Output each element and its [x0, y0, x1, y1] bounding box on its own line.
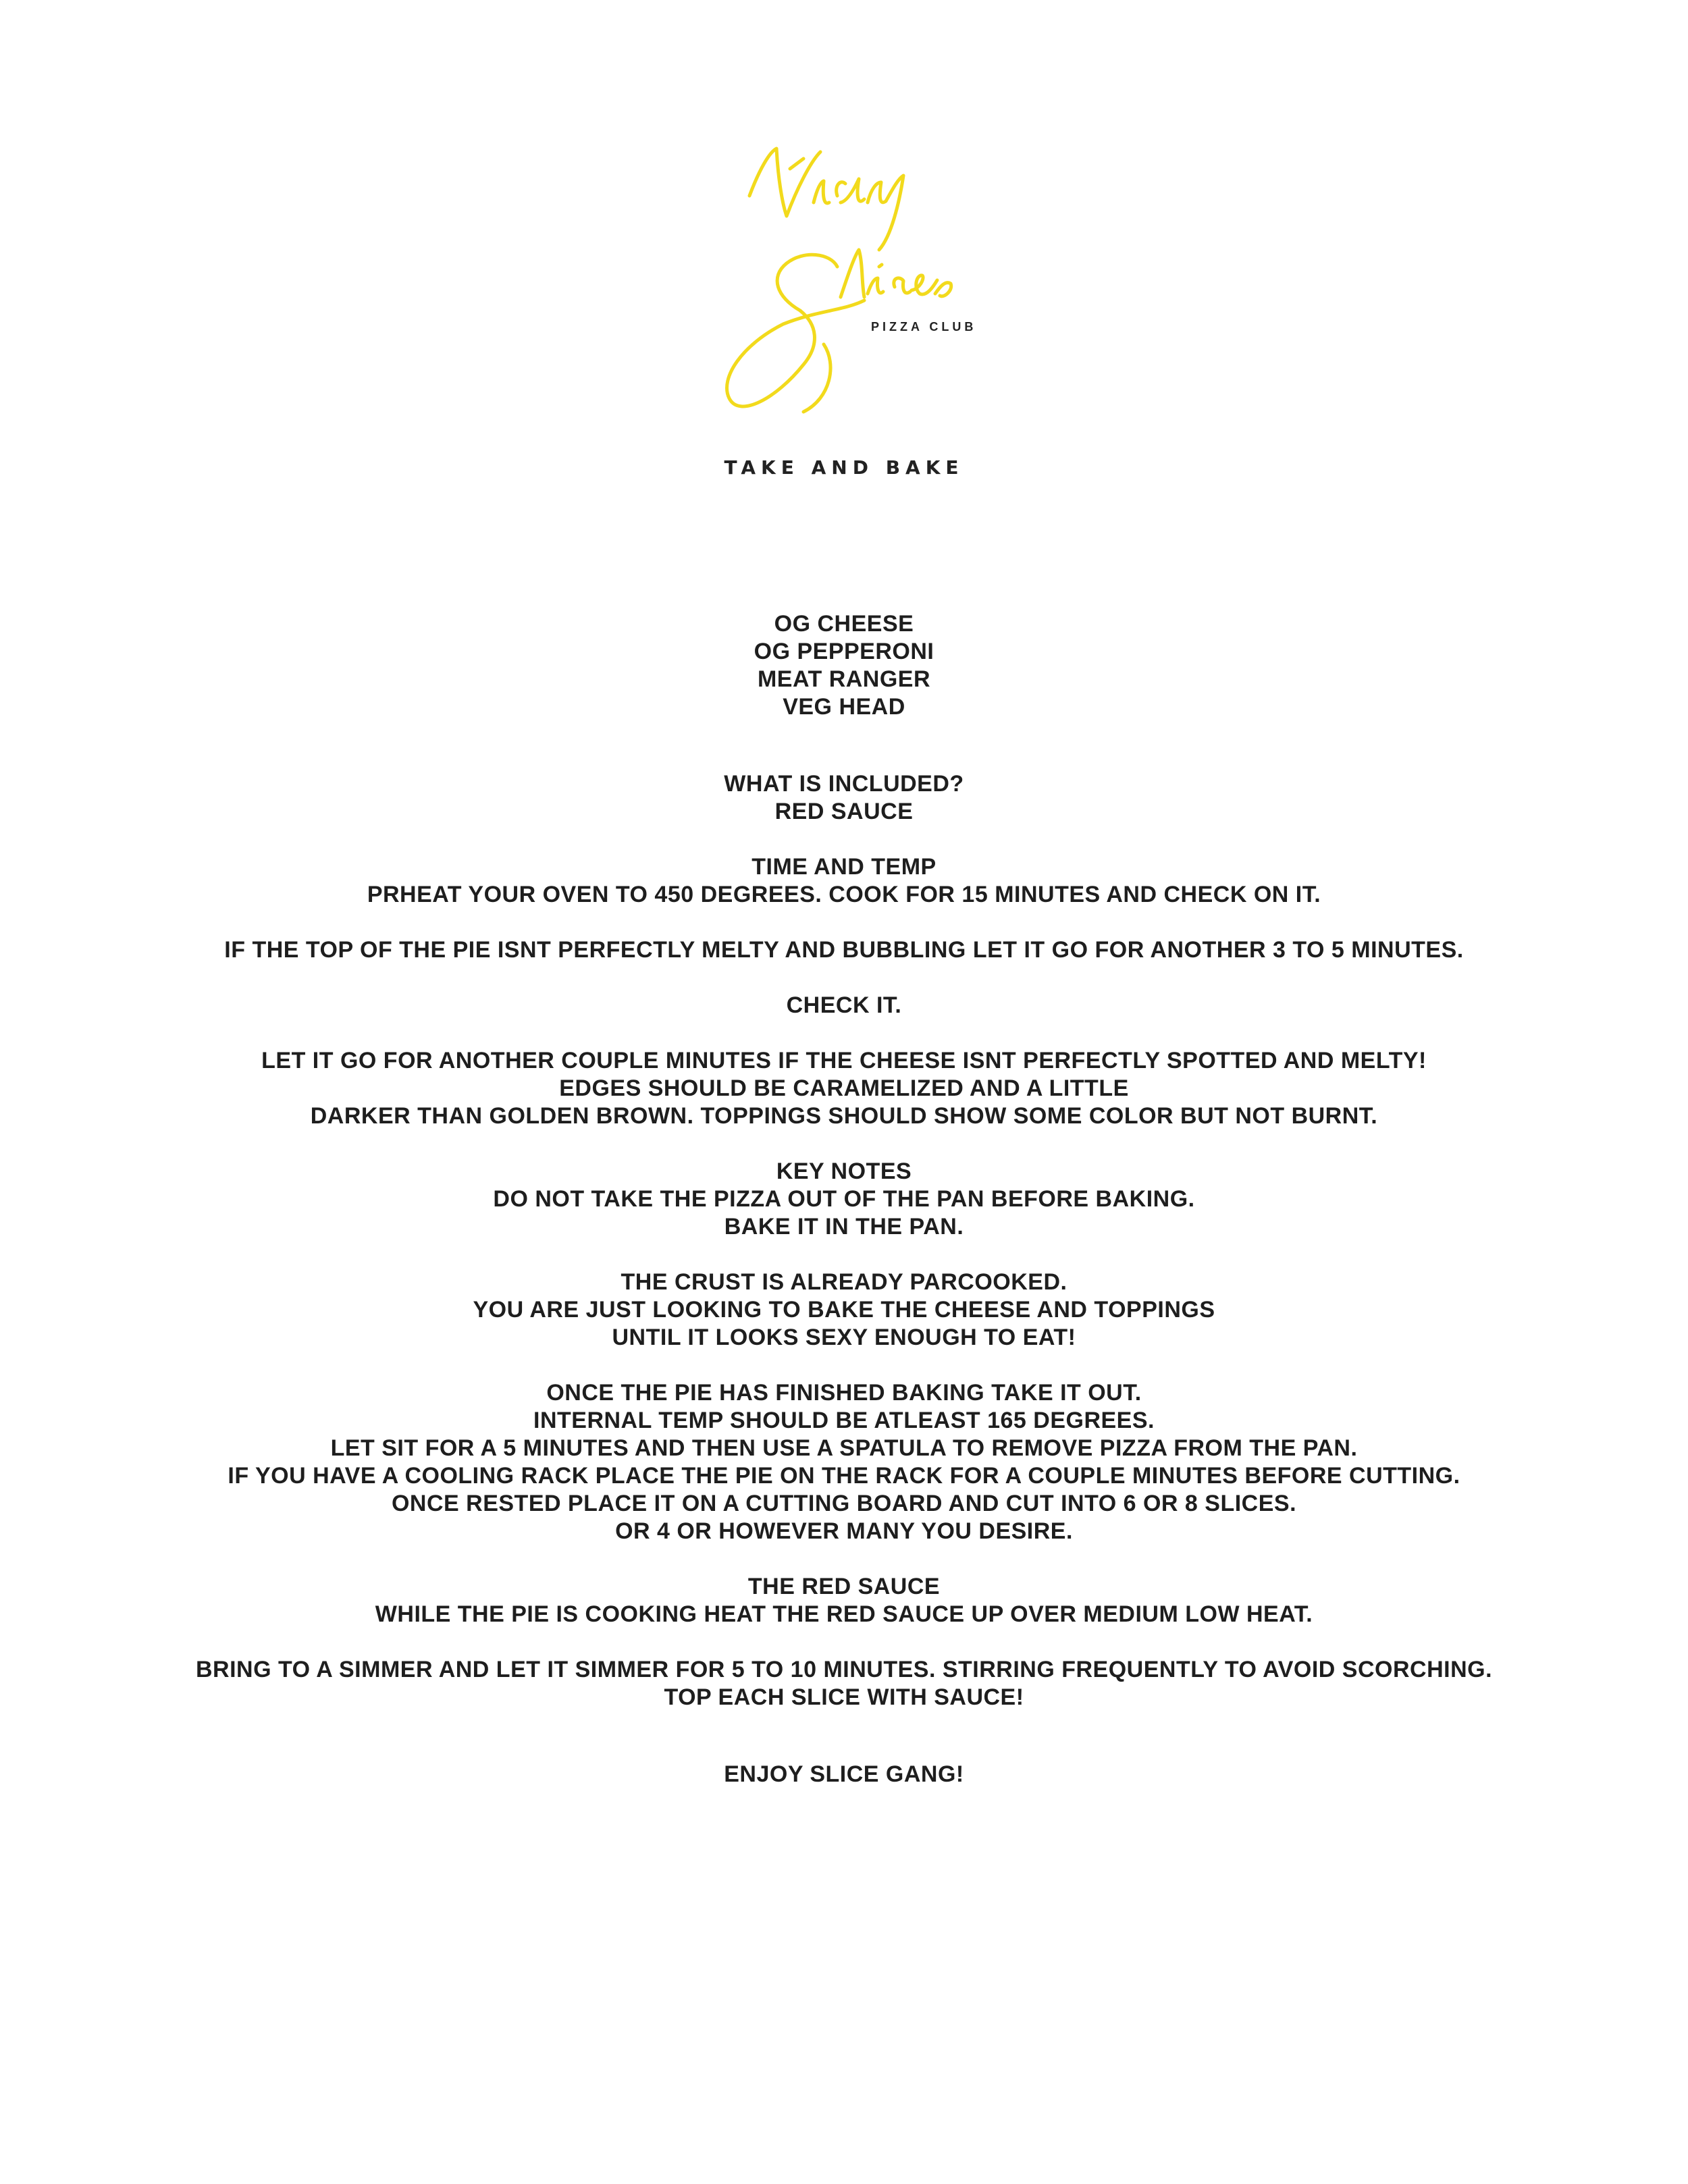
- logo-tagline: PIZZA CLUB: [871, 320, 977, 334]
- menu-item: OG CHEESE: [774, 611, 914, 637]
- red-sauce-line: BRING TO A SIMMER AND LET IT SIMMER FOR 5 TO 10 MINUTES. STIRRING FREQUENTLY TO AVOID SCORCHING.: [195, 1657, 1493, 1682]
- time-temp-heading: TIME AND TEMP: [751, 854, 937, 880]
- included-heading: WHAT IS INCLUDED?: [724, 771, 964, 797]
- key-note-line: THE CRUST IS ALREADY PARCOOKED.: [621, 1269, 1067, 1295]
- key-notes-heading: KEY NOTES: [776, 1158, 912, 1184]
- preheat-line: PRHEAT YOUR OVEN TO 450 DEGREES. COOK FOR 15 MINUTES AND CHECK ON IT.: [367, 882, 1321, 907]
- page-subtitle: TAKE AND BAKE: [724, 456, 964, 479]
- key-note-line: IF YOU HAVE A COOLING RACK PLACE THE PIE ON THE RACK FOR A COUPLE MINUTES BEFORE CUTTING.: [228, 1463, 1460, 1489]
- key-note-line: DO NOT TAKE THE PIZZA OUT OF THE PAN BEFORE BAKING.: [493, 1186, 1195, 1212]
- doneness-line: EDGES SHOULD BE CARAMELIZED AND A LITTLE: [559, 1075, 1129, 1101]
- key-note-line: ONCE RESTED PLACE IT ON A CUTTING BOARD AND CUT INTO 6 OR 8 SLICES.: [391, 1491, 1297, 1516]
- red-sauce-line: TOP EACH SLICE WITH SAUCE!: [664, 1684, 1024, 1710]
- key-note-line: INTERNAL TEMP SHOULD BE ATLEAST 165 DEGREES.: [533, 1408, 1155, 1433]
- menu-item: OG PEPPERONI: [754, 639, 934, 664]
- key-note-line: BAKE IT IN THE PAN.: [724, 1214, 964, 1240]
- red-sauce-line: WHILE THE PIE IS COOKING HEAT THE RED SAUCE UP OVER MEDIUM LOW HEAT.: [375, 1601, 1313, 1627]
- red-sauce-heading: THE RED SAUCE: [747, 1574, 941, 1599]
- closing-line: ENJOY SLICE GANG!: [724, 1761, 964, 1787]
- menu-item: MEAT RANGER: [757, 666, 931, 692]
- key-note-line: YOU ARE JUST LOOKING TO BAKE THE CHEESE AND TOPPINGS: [473, 1297, 1215, 1323]
- key-note-line: LET SIT FOR A 5 MINUTES AND THEN USE A SPATULA TO REMOVE PIZZA FROM THE PAN.: [330, 1435, 1358, 1461]
- extra-time-line: IF THE TOP OF THE PIE ISNT PERFECTLY MELTY AND BUBBLING LET IT GO FOR ANOTHER 3 TO 5 MINUTES.: [224, 937, 1464, 963]
- instructions-body: [0, 610, 1688, 1788]
- nicky-slices-logo: [702, 122, 986, 432]
- included-item: RED SAUCE: [774, 799, 914, 824]
- key-note-line: OR 4 OR HOWEVER MANY YOU DESIRE.: [615, 1518, 1073, 1544]
- menu-item: VEG HEAD: [783, 694, 905, 720]
- check-line: CHECK IT.: [786, 992, 902, 1018]
- key-note-line: UNTIL IT LOOKS SEXY ENOUGH TO EAT!: [612, 1325, 1076, 1350]
- doneness-line: LET IT GO FOR ANOTHER COUPLE MINUTES IF THE CHEESE ISNT PERFECTLY SPOTTED AND MELTY!: [261, 1048, 1427, 1073]
- doneness-line: DARKER THAN GOLDEN BROWN. TOPPINGS SHOULD SHOW SOME COLOR BUT NOT BURNT.: [310, 1103, 1378, 1129]
- key-note-line: ONCE THE PIE HAS FINISHED BAKING TAKE IT OUT.: [546, 1380, 1142, 1406]
